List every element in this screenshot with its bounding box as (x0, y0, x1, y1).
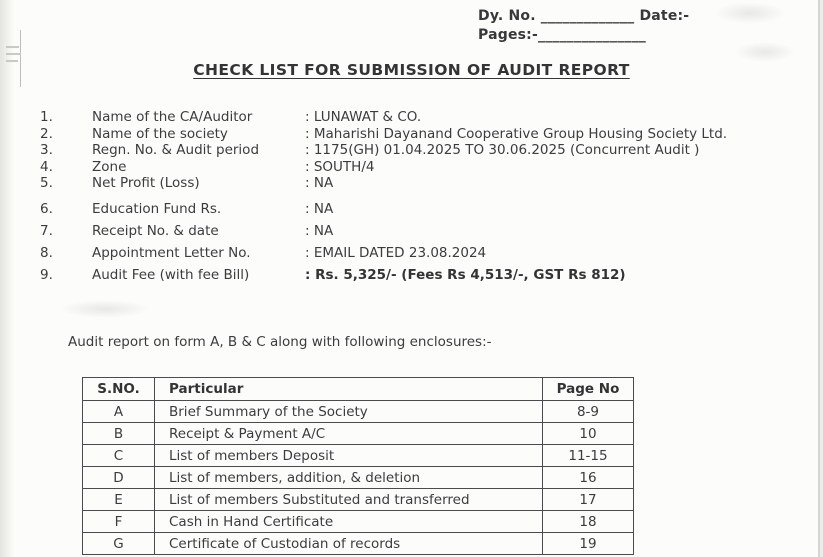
item-label: Net Profit (Loss) (92, 175, 200, 191)
item-value: : NA (305, 200, 334, 217)
item-label: Appointment Letter No. (92, 244, 251, 261)
checklist-item (40, 142, 780, 159)
item-value: : Rs. 5,325/- (Fees Rs 4,513/-, GST Rs 812) (305, 266, 626, 283)
item-label: Education Fund Rs. (92, 200, 222, 217)
scan-smudge (715, 2, 785, 24)
item-label: Receipt No. & date (92, 222, 219, 239)
checklist-item (40, 109, 780, 126)
cell-sno: F (83, 511, 155, 533)
enclosures-table (82, 377, 634, 555)
header-sno: S.NO. (83, 378, 155, 401)
item-label: Regn. No. & Audit period (92, 142, 260, 158)
cell-sno: G (83, 533, 155, 555)
cell-sno: C (83, 445, 155, 467)
checklist-item (40, 159, 780, 176)
cell-sno: A (83, 401, 155, 423)
item-number: 2. (40, 125, 53, 142)
pages-line: Pages:-_______________ (478, 27, 646, 43)
item-value: : NA (305, 175, 334, 191)
item-label: Audit Fee (with fee Bill) (92, 266, 250, 283)
item-number: 5. (40, 175, 53, 191)
item-value: : 1175(GH) 01.04.2025 TO 30.06.2025 (Concurrent Audit ) (305, 142, 700, 158)
checklist (40, 109, 780, 283)
cell-page-no: 11-15 (543, 445, 634, 467)
scan-smudge (60, 300, 150, 318)
checklist-item (40, 267, 780, 284)
scan-right-edge-line (818, 0, 820, 557)
item-value: : LUNAWAT & CO. (305, 109, 422, 125)
cell-sno: D (83, 467, 155, 489)
scan-scratch-mark (6, 53, 21, 55)
header-page-no: Page No (543, 378, 634, 401)
cell-page-no: 16 (543, 467, 634, 489)
cell-particular: List of members, addition, & deletion (155, 467, 543, 489)
item-label: Zone (92, 158, 127, 175)
item-value: : Maharishi Dayanand Cooperative Group Housing Society Ltd. (305, 125, 728, 142)
cell-page-no: 10 (543, 423, 634, 445)
cell-particular: Receipt & Payment A/C (155, 423, 543, 445)
cell-particular: Cash in Hand Certificate (155, 511, 543, 533)
cell-sno: E (83, 489, 155, 511)
cell-particular: List of members Substituted and transferred (155, 489, 543, 511)
cell-particular: Certificate of Custodian of records (155, 533, 543, 555)
cell-particular: Brief Summary of the Society (155, 401, 543, 423)
header-particular: Particular (155, 378, 543, 401)
item-number: 4. (40, 158, 53, 175)
item-label: Name of the society (92, 125, 228, 142)
item-value: : SOUTH/4 (305, 158, 375, 175)
item-number: 9. (40, 266, 53, 283)
checklist-item (40, 245, 780, 262)
item-label: Name of the CA/Auditor (92, 109, 253, 125)
item-number: 8. (40, 244, 53, 261)
checklist-item (40, 126, 780, 143)
item-value: : EMAIL DATED 23.08.2024 (305, 244, 487, 261)
cell-page-no: 17 (543, 489, 634, 511)
item-number: 6. (40, 200, 53, 217)
scan-smudge (735, 42, 795, 62)
cell-particular: List of members Deposit (155, 445, 543, 467)
checklist-item (40, 201, 780, 218)
dy-no-line: Dy. No. _____________ Date:- (478, 8, 690, 24)
cell-page-no: 19 (543, 533, 634, 555)
checklist-item (40, 223, 780, 240)
scan-scratch-mark (6, 46, 19, 48)
item-number: 3. (40, 142, 53, 158)
item-number: 1. (40, 109, 53, 125)
cell-sno: B (83, 423, 155, 445)
page-title: CHECK LIST FOR SUBMISSION OF AUDIT REPORT (193, 61, 630, 79)
registry-header-block (478, 7, 689, 45)
cell-page-no: 8-9 (543, 401, 634, 423)
item-value: : NA (305, 222, 334, 239)
checklist-item (40, 175, 780, 192)
enclosure-note: Audit report on form A, B & C along with following enclosures:- (68, 334, 492, 350)
cell-page-no: 18 (543, 511, 634, 533)
item-number: 7. (40, 222, 53, 239)
scan-left-edge-shadow (0, 0, 16, 557)
